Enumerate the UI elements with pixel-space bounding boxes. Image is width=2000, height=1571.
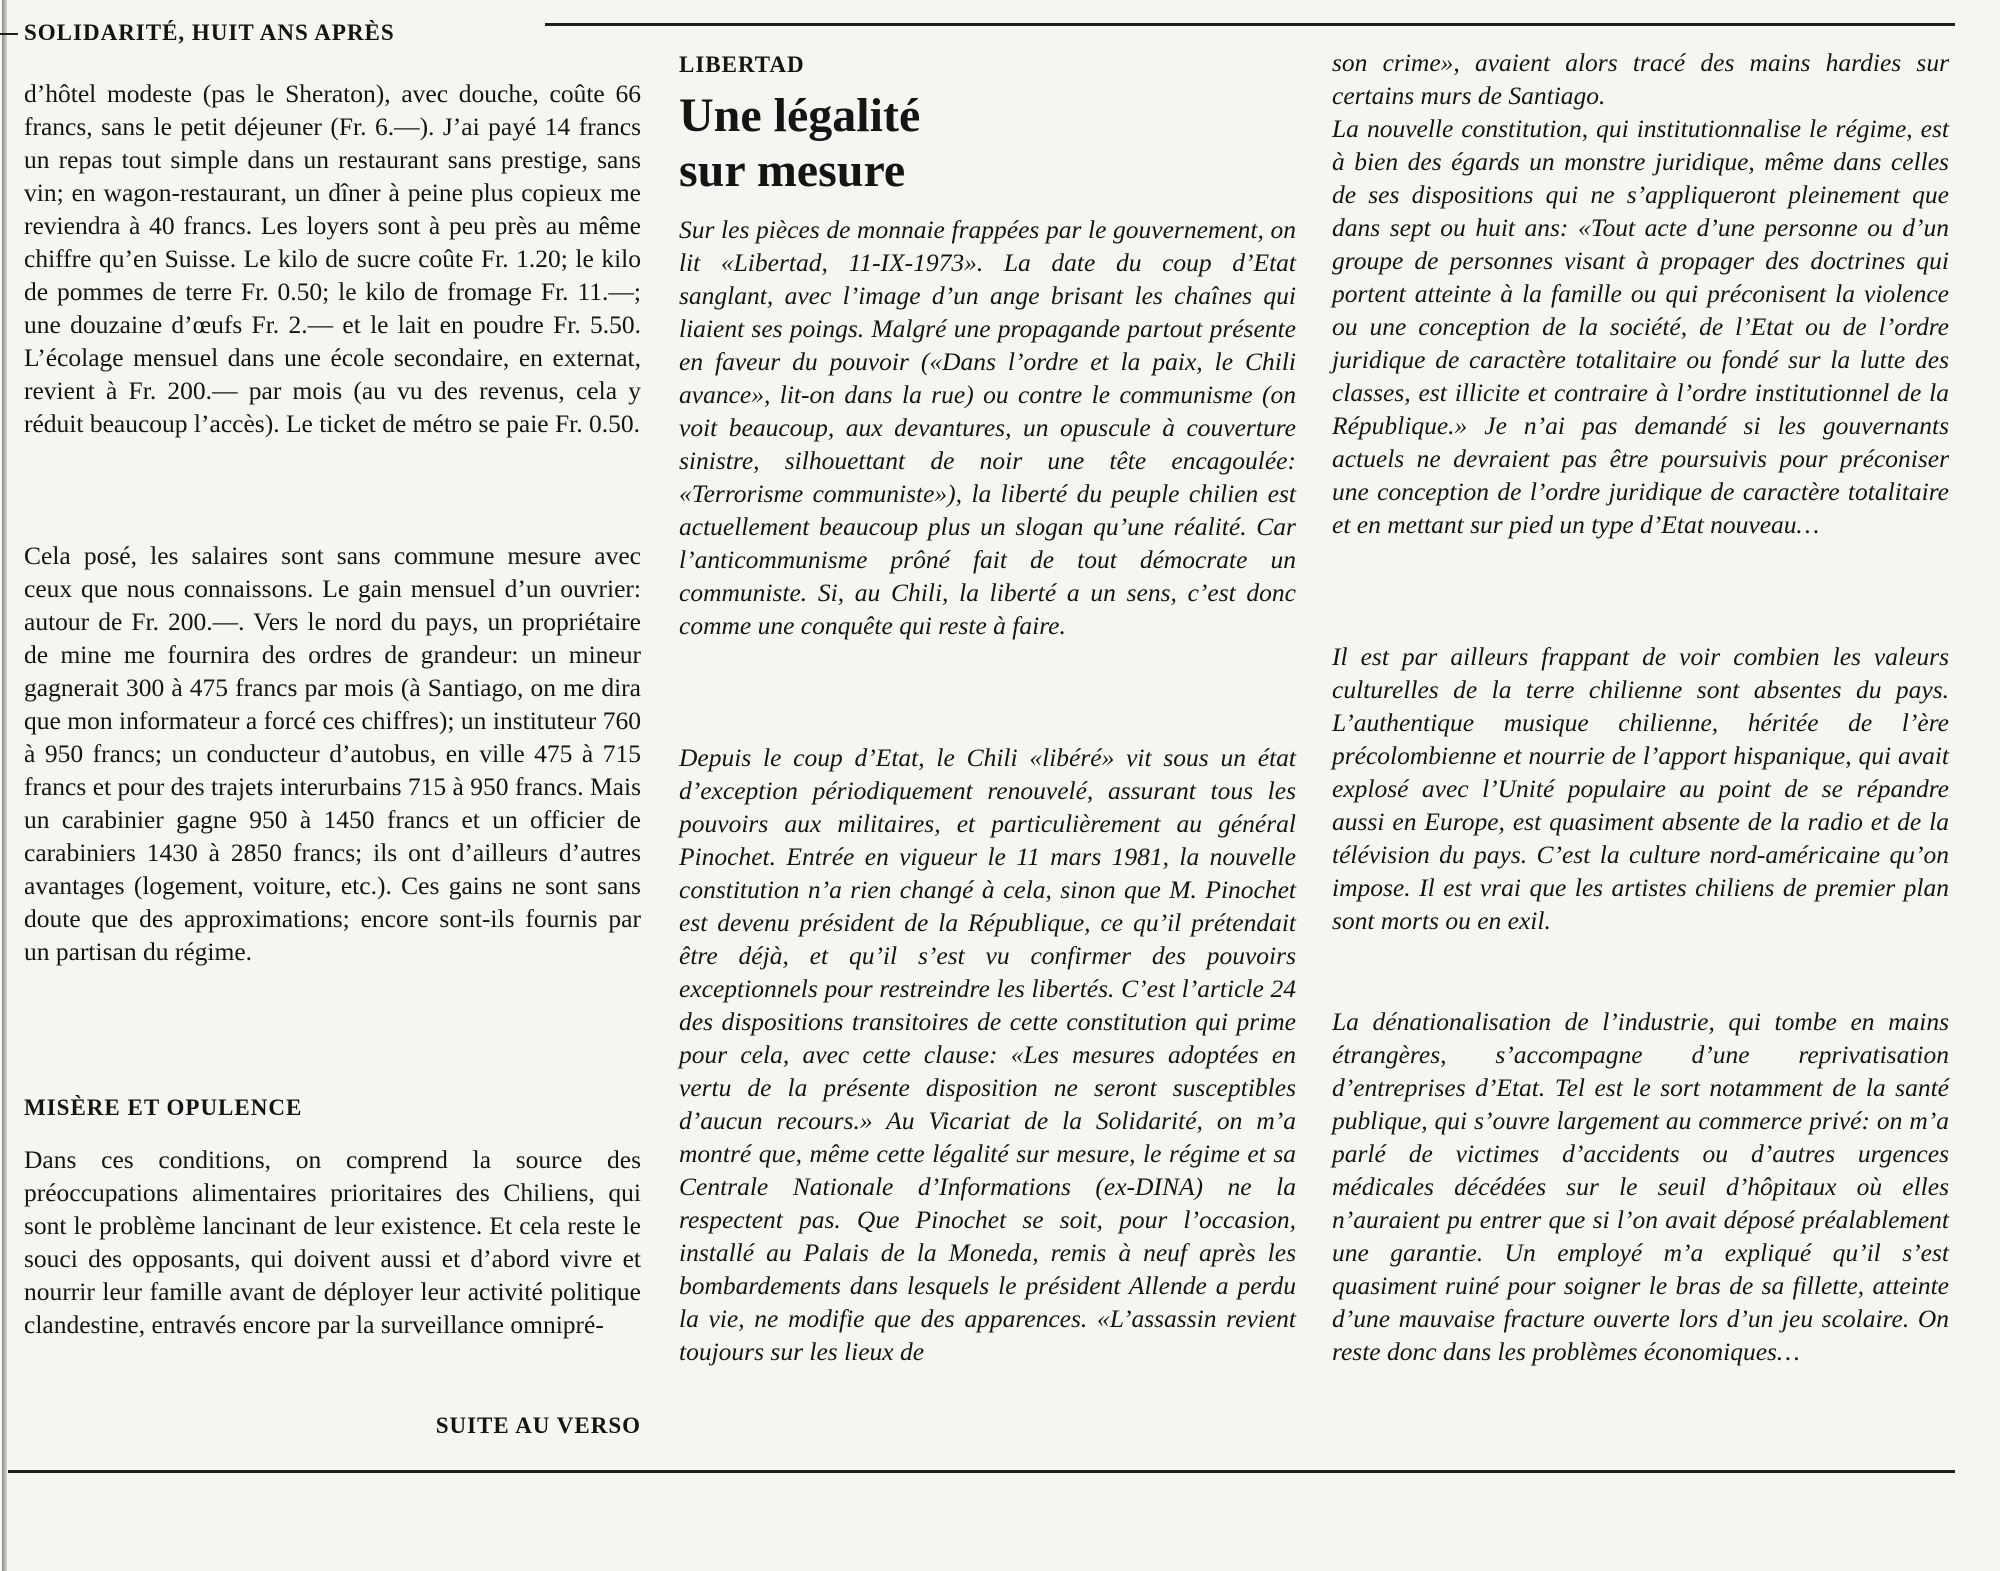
subheading: MISÈRE ET OPULENCE bbox=[24, 1095, 303, 1120]
headline-line-1: Une légalité bbox=[679, 89, 921, 142]
top-rule bbox=[545, 23, 1955, 26]
section-header: SOLIDARITÉ, HUIT ANS APRÈS bbox=[24, 20, 395, 45]
header-tick-mark bbox=[0, 33, 18, 35]
headline-line-2: sur mesure bbox=[679, 144, 906, 197]
sidebar-paragraph-6: La dénationalisation de l’industrie, qui tombe en mains étrangères, s’accompagne d’une reprivatisation d’entreprises d’Etat. Tel est le sort notamment de la santé publique, qui s’ouvre largement au commerce privé: on m’a parlé de victimes d’accidents ou d’autres urgences médicales décédées sur le seuil d’hôpitaux où elles n’auraient pu entrer que si l’on avait déposé préalablement une garantie. Un employé m’a expliqué qu’il s’est quasiment ruiné pour soigner le bras de sa fillette, atteinte d’une mauvaise fracture ouverte lors d’un jeu scolaire. On reste donc dans les problèmes économiques… bbox=[1332, 1007, 1949, 1366]
continued-label: SUITE AU VERSO bbox=[435, 1413, 641, 1438]
sidebar-paragraph-3: son crime», avaient alors tracé des mains hardies sur certains murs de Santiago. bbox=[1332, 48, 1949, 110]
left-paragraph-2: Cela posé, les salaires sont sans commune mesure avec ceux que nous connaissons. Le gain mensuel d’un ouvrier: autour de Fr. 200.—. Vers le nord du pays, un propriétaire de mine me fournira des ordres de grandeur: un mineur gagnerait 300 à 475 francs par mois (à Santiago, on me dira que mon informateur a forcé ces chiffres); un instituteur 760 à 950 francs; un conducteur d’autobus, en ville 475 à 715 francs et pour des trajets interurbains 715 à 950 francs. Mais un carabinier gagne 950 à 1450 francs et un officier de carabiniers 1430 à 2850 francs; ils ont d’ailleurs d’autres avantages (logement, voiture, etc.). Ces gains ne sont sans doute que des approximations; encore sont-ils fournis par un partisan du régime. bbox=[24, 541, 641, 966]
sidebar-paragraph-5: Il est par ailleurs frappant de voir combien les valeurs culturelles de la terre chilienne sont absentes du pays. L’authentique musique chilienne, héritée de l’ère précolombienne et nourrie de l’apport hispanique, qui avait explosé avec l’Unité populaire au point de se répandre aussi en Europe, est quasiment absente de la radio et de la télévision du pays. C’est la culture nord-américaine qu’on impose. Il est vrai que les artistes chiliens de premier plan sont morts ou en exil. bbox=[1332, 642, 1949, 935]
bottom-rule bbox=[8, 1470, 1955, 1473]
left-paragraph-3: Dans ces conditions, on comprend la source des préoccupations alimentaires prioritaires des Chiliens, qui sont le problème lancinant de leur existence. Et cela reste le souci des opposants, qui doivent aussi et d’abord vivre et nourrir leur famille avant de déployer leur activité politique clandestine, entravés encore par la surveillance omnipré- bbox=[24, 1145, 641, 1339]
left-paragraph-1: d’hôtel modeste (pas le Sheraton), avec douche, coûte 66 francs, sans le petit déjeuner (Fr. 6.—). J’ai payé 14 francs un repas tout simple dans un restaurant sans prestige, sans vin; en wagon-restaurant, un dîner à peine plus copieux me reviendra à 40 francs. Les loyers sont à peu près au même chiffre qu’en Suisse. Le kilo de sucre coûte Fr. 1.20; le kilo de pommes de terre Fr. 0.50; le kilo de fromage Fr. 11.—; une douzaine d’œufs Fr. 2.— et le lait en poudre Fr. 5.50. L’écolage mensuel dans une école secondaire, en externat, revient à Fr. 200.— par mois (au vu des revenus, cela y réduit beaucoup l’accès). Le ticket de métro se paie Fr. 0.50. bbox=[24, 79, 641, 438]
sidebar-paragraph-2: Depuis le coup d’Etat, le Chili «libéré» vit sous un état d’exception périodiquement renouvelé, assurant tous les pouvoirs aux militaires, et particulièrement au général Pinochet. Entrée en vigueur le 11 mars 1981, la nouvelle constitution n’a rien changé à cela, sinon que M. Pinochet est devenu président de la République, ce qu’il prétendait être déjà, et qu’il s’est vu confirmer des pouvoirs exceptionnels pour restreindre les libertés. C’est l’article 24 des dispositions transitoires de cette constitution qui prime pour cela, avec cette clause: «Les mesures adoptées en vertu de la présente disposition ne seront susceptibles d’aucun recours.» Au Vicariat de la Solidarité, on m’a montré que, même cette légalité sur mesure, le régime et sa Centrale Nationale d’Informations (ex-DINA) ne la respectent pas. Que Pinochet se soit, pour l’occasion, installé au Palais de la Moneda, remis à neuf après les bombardements dans lesquels le président Allende a perdu la vie, ne modifie que des apparences. «L’assassin revient toujours sur les lieux de bbox=[679, 743, 1296, 1366]
sidebar-headline bbox=[679, 88, 920, 198]
sidebar-rubric: LIBERTAD bbox=[679, 52, 805, 77]
page-edge-shadow bbox=[2, 0, 7, 1571]
sidebar-paragraph-4: La nouvelle constitution, qui institutionnalise le régime, est à bien des égards un monstre juridique, même dans celles de ses dispositions qui ne s’appliqueront pleinement que dans sept ou huit ans: «Tout acte d’une personne ou d’un groupe de personnes visant à propager des doctrines qui portent atteinte à la famille ou qui préconisent la violence ou une conception de la société, de l’Etat ou de l’ordre juridique de caractère totalitaire ou fondé sur la lutte des classes, est illicite et contraire à l’ordre institutionnel de la République.» Je n’ai pas demandé si les gouvernants actuels ne devraient pas être poursuivis pour préconiser une conception de l’ordre juridique de caractère totalitaire et en mettant sur pied un type d’Etat nouveau… bbox=[1332, 114, 1949, 539]
sidebar-paragraph-1: Sur les pièces de monnaie frappées par le gouvernement, on lit «Libertad, 11-IX-1973». La date du coup d’Etat sanglant, avec l’image d’un ange brisant les chaînes qui liaient ses poings. Malgré une propagande partout présente en faveur du pouvoir («Dans l’ordre et la paix, le Chili avance», lit-on dans la rue) ou contre le communisme (on voit beaucoup, aux devantures, un opuscule à couverture sinistre, silhouettant de noir une tête encagoulée: «Terrorisme communiste»), la liberté du peuple chilien est actuellement beaucoup plus un slogan qu’une réalité. Car l’anticommunisme prôné fait de tout démocrate un communiste. Si, au Chili, la liberté a un sens, c’est donc comme une conquête qui reste à faire. bbox=[679, 215, 1296, 640]
